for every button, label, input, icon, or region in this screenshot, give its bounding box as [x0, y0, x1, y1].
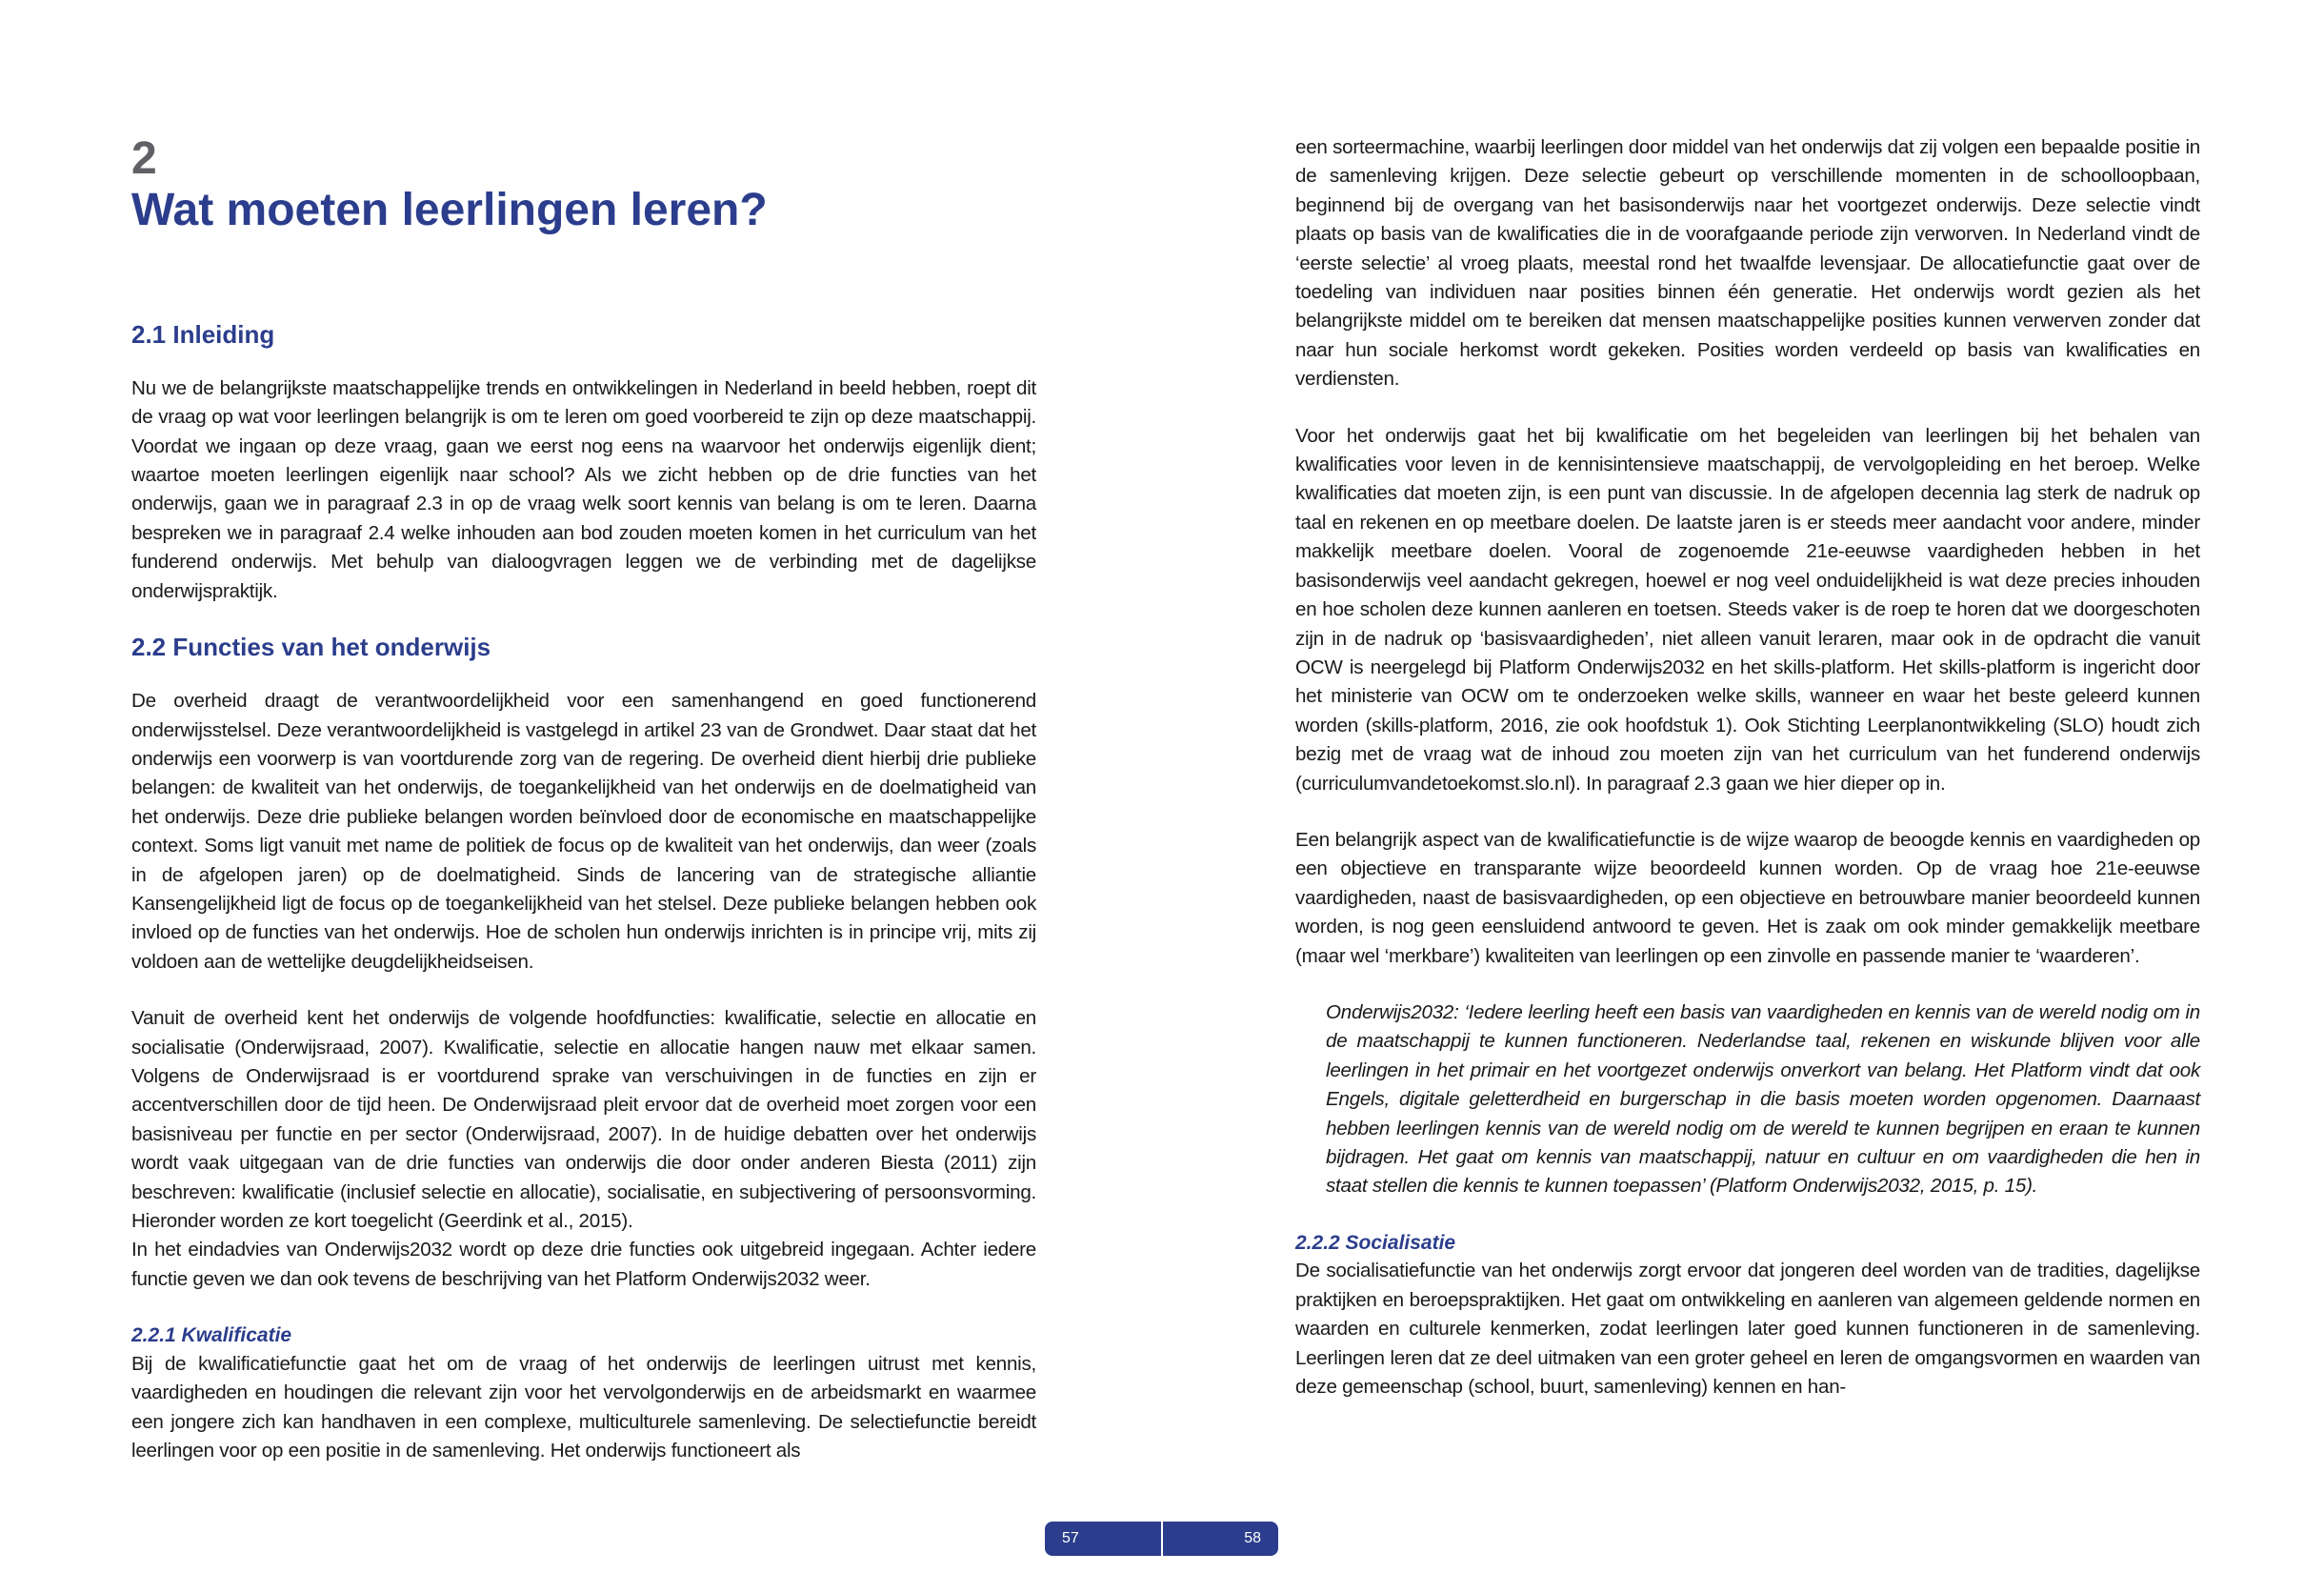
left-column — [131, 133, 1036, 1465]
paragraph-functies-3: In het eindadvies van Onderwijs2032 wordt op deze drie functies ook uitgebreid ingegaan. Achter iedere functie geven we dan ook tevens de beschrijving van het Platform Onderwijs2032 weer. — [131, 1239, 1036, 1290]
right-column — [1295, 133, 2200, 1401]
onderwijs2032-quote: Onderwijs2032: ‘Iedere leerling heeft een basis van vaardigheden en kennis van de wereld nodig om in de maatschappij te kunnen functioneren. Nederlandse taal, rekenen en wiskunde blijven voor alle leerlingen in het primair en het voortgezet onderwijs onverkort van belang. Het Platform vindt dat ook Engels, digitale geletterdheid en burgerschap in die basis moeten worden opgenomen. Daarnaast hebben leerlingen kennis van de wereld nodig om de wereld te kunnen begrijpen en eraan te kunnen bijdragen. Het gaat om kennis van maatschappij, natuur en cultuur en om vaardigheden die hen in staat stellen die kennis te kunnen toepassen’ (Platform Onderwijs2032, 2015, p. 15). — [1326, 1000, 2200, 1198]
chapter-title: Wat moeten leerlingen leren? — [131, 184, 768, 235]
section-heading-inleiding: 2.1 Inleiding — [131, 319, 275, 349]
paragraph-inleiding: Nu we de belangrijkste maatschappelijke trends en ontwikkelingen in Nederland in beeld hebben, roept dit de vraag op wat voor leerlingen belangrijk is om te leren om goed voorbereid te zijn op deze maatschappij. Voordat we ingaan op deze vraag, gaan we eerst nog eens na waarvoor het onderwijs eigenlijk dient; waartoe moeten leerlingen eigenlijk naar school? Als we zicht hebben op de drie functies van het onderwijs, gaan we in paragraaf 2.3 in op de vraag welk soort kennis van belang is om te leren. Daarna bespreken we in paragraaf 2.4 welke inhouden aan bod zouden moeten komen in het curriculum van het funderend onderwijs. Met behulp van dialoogvragen leggen we de verbinding met de dagelijkse onderwijspraktijk. — [131, 376, 1036, 602]
chapter-number: 2 — [131, 133, 157, 184]
subsection-heading-socialisatie: 2.2.2 Socialisatie — [1295, 1231, 1456, 1254]
page-number-left: 57 — [1045, 1522, 1161, 1556]
section-heading-functies: 2.2 Functies van het onderwijs — [131, 632, 491, 661]
paragraph-selectie: een sorteermachine, waarbij leerlingen door middel van het onderwijs dat zij volgen een bepaalde positie in de samenleving krijgen. Deze selectie gebeurt op verschillende momenten in de schoolloopbaan, beginnend bij de overgang van het basisonderwijs naar het voortgezet onderwijs. Deze selectie vindt plaats op basis van de kwalificaties die in de voorafgaande periode zijn verworven. In Nederland vindt de ‘eerste selectie’ al vroeg plaats, meestal rond het twaalfde levensjaar. De allocatiefunctie gaat over de toedeling van individuen naar posities binnen één generatie. Het onderwijs wordt gezien als het belangrijkste middel om te bereiken dat mensen maatschappelijke posities kunnen verwerven zonder dat naar hun sociale herkomst wordt gekeken. Posities worden verdeeld op basis van kwalificaties en verdiensten. — [1295, 136, 2200, 391]
page-number-right: 58 — [1163, 1522, 1279, 1556]
paragraph-beoordeling: Een belangrijk aspect van de kwalificatiefunctie is de wijze waarop de beoogde kennis en vaardigheden op een objectieve en transparante wijze beoordeeld kunnen worden. Op de vraag hoe 21e-eeuwse vaardigheden, naast de basisvaardigheden, op een objectieve en betrouwbare manier beoordeeld kunnen worden, is nog geen eensluidend antwoord te geven. Het is zaak om ook minder gemakkelijk meetbare (maar wel ‘merkbare’) kwaliteiten van leerlingen op een zinvolle en passende manier te ‘waarderen’. — [1295, 828, 2200, 967]
paragraph-socialisatie: De socialisatiefunctie van het onderwijs zorgt ervoor dat jongeren deel worden van de tradities, dagelijkse praktijken en beroepspraktijken. Het gaat om ontwikkeling en aanleren van algemeen geldende normen en waarden en culturele kenmerken, zodat leerlingen later goed kunnen functioneren in de samenleving. Leerlingen leren dat ze deel uitmaken van een groter geheel en leren de omgangsvormen en waarden van deze gemeenschap (school, buurt, samenleving) kennen en han- — [1295, 1260, 2200, 1399]
right-page — [1162, 0, 2324, 1593]
paragraph-kwalificatie: Bij de kwalificatiefunctie gaat het om de vraag of het onderwijs de leerlingen uitrust met kennis, vaardigheden en houdingen die relevant zijn voor het vervolgonderwijs en de arbeidsmarkt en waarmee een jongere zich kan handhaven in een complexe, multiculturele samenleving. De selectiefunctie bereidt leerlingen voor op een positie in de samenleving. Het onderwijs functioneert als — [131, 1352, 1036, 1462]
paragraph-functies-2: Vanuit de overheid kent het onderwijs de volgende hoofdfuncties: kwalificatie, selectie en allocatie en socialisatie (Onderwijsraad, 2007). Kwalificatie, selectie en allocatie hangen nauw met elkaar samen. Volgens de Onderwijsraad is er voortdurend sprake van verschuivingen in de functies en zijn er accentverschillen door de tijd heen. De Onderwijsraad pleit ervoor dat de overheid moet zorgen voor een basisniveau per functie en per sector (Onderwijsraad, 2007). In de huidige debatten over het onderwijs wordt vaak uitgegaan van de drie functies van onderwijs die door onder anderen Biesta (2011) zijn beschreven: kwalificatie (inclusief selectie en allocatie), socialisatie, en subjectivering of persoonsvorming. Hieronder worden ze kort toegelicht (Geerdink et al., 2015). — [131, 1007, 1036, 1233]
subsection-heading-kwalificatie: 2.2.1 Kwalificatie — [131, 1324, 292, 1347]
page-number-bar — [1045, 1522, 1278, 1556]
paragraph-kwalificatie-onderwijs: Voor het onderwijs gaat het bij kwalificatie om het begeleiden van leerlingen bij het behalen van kwalificaties voor leven in de kennisintensieve maatschappij, de vervolgopleiding en het beroep. Welke kwalificaties dat moeten zijn, is een punt van discussie. In de afgelopen decennia lag sterk de nadruk op taal en rekenen en op meetbare doelen. De laatste jaren is er steeds meer aandacht voor andere, minder makkelijk meetbare doelen. Vooral de zogenoemde 21e-eeuwse vaardigheden hebben in het basisonderwijs veel aandacht gekregen, hoewel er nog veel onduidelijkheid is wat deze precies inhouden en hoe scholen deze kunnen aanleren en toetsen. Steeds vaker is de roep te horen dat we doorgeschoten zijn in de nadruk op ‘basisvaardigheden’, niet alleen vanuit leraren, maar ook in de opdracht die vanuit OCW is neergelegd bij Platform Onderwijs2032 en het skills-platform. Het skills-platform is ingericht door het ministerie van OCW om te onderzoeken welke skills, wanneer en waar het beste geleerd kunnen worden (skills-platform, 2016, zie ook hoofdstuk 1). Ook Stichting Leerplanontwikkeling (SLO) houdt zich bezig met de vraag wat de inhoud zou moeten zijn van het curriculum van het funderend onderwijs (curriculumvandetoekomst.slo.nl). In paragraaf 2.3 gaan we hier dieper op in. — [1295, 424, 2200, 795]
paragraph-functies-1: De overheid draagt de verantwoordelijkheid voor een samenhangend en goed functionerend onderwijsstelsel. Deze verantwoordelijkheid is vastgelegd in artikel 23 van de Grondwet. Daar staat dat het onderwijs een voorwerp is van voortdurende zorg van de regering. De overheid dient hierbij drie publieke belangen: de kwaliteit van het onderwijs, de toegankelijkheid van het onderwijs en de doelmatigheid van het onderwijs. Deze drie publieke belangen worden beïnvloed door de economische en maatschappelijke context. Soms ligt vanuit met name de politiek de focus op de kwaliteit van het onderwijs, dan weer (zoals in de afgelopen jaren) op de doelmatigheid. Sinds de lancering van de strategische alliantie Kansengelijkheid ligt de focus op de toegankelijkheid van het stelsel. Deze publieke belangen hebben ook invloed op de functies van het onderwijs. Hoe de scholen hun onderwijs inrichten is in principe vrij, mits zij voldoen aan de wettelijke deugdelijkheidseisen. — [131, 690, 1036, 973]
